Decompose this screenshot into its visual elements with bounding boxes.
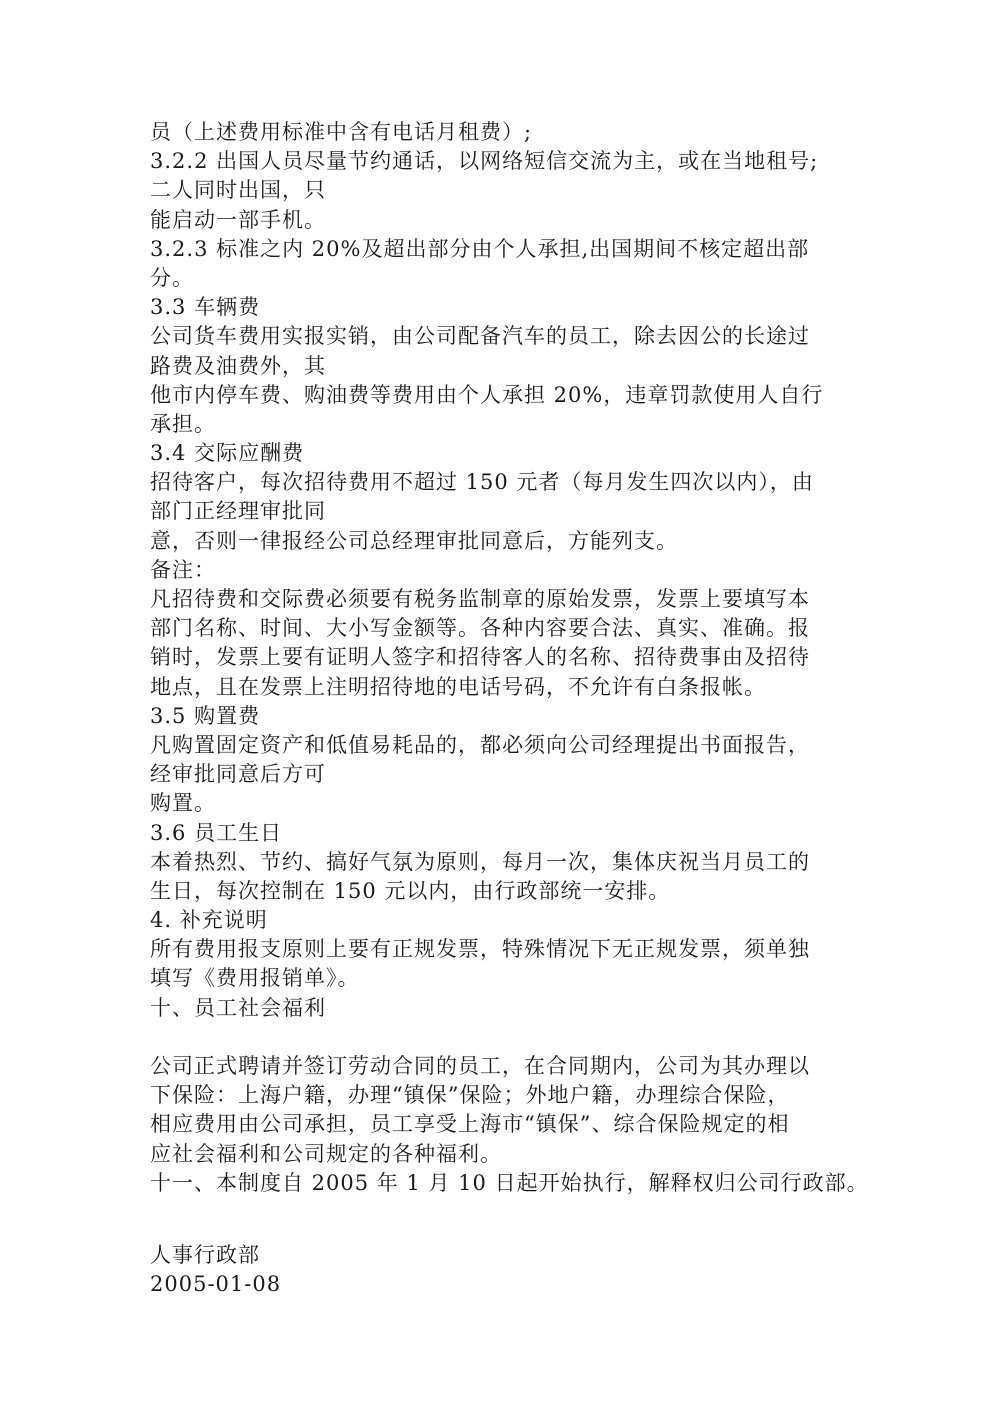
text-line: 3.3 车辆费	[150, 295, 261, 320]
text-line: 十、员工社会福利	[150, 995, 326, 1020]
text-line: 3.4 交际应酬费	[150, 441, 305, 466]
text-line: 相应费用由公司承担，员工享受上海市“镇保”、综合保险规定的相	[150, 1112, 790, 1137]
text-line: 下保险：上海户籍，办理“镇保”保险；外地户籍，办理综合保险，	[150, 1083, 790, 1108]
signature-date: 2005-01-08	[150, 1272, 282, 1297]
text-line: 3.6 员工生日	[150, 820, 283, 845]
text-line: 本着热烈、节约、搞好气氛为原则，每月一次，集体庆祝当月员工的	[150, 849, 810, 874]
blank-line	[150, 1198, 850, 1241]
text-line: 凡购置固定资产和低值易耗品的，都必须向公司经理提出书面报告，	[150, 732, 810, 757]
text-line: 二人同时出国，只	[150, 178, 326, 203]
text-line: 凡招待费和交际费必须要有税务监制章的原始发票，发票上要填写本	[150, 587, 810, 611]
welfare-text-section	[150, 1052, 869, 1198]
text-line: 承担。	[150, 411, 216, 436]
text-line: 经审批同意后方可	[150, 762, 326, 787]
policy-text-section	[150, 118, 850, 1023]
document-body	[150, 118, 869, 1299]
text-line: 3.5 购置费	[150, 703, 261, 728]
text-line: 3.2.3 标准之内 20%及超出部分由个人承担,出国期间不核定超出部	[150, 236, 810, 261]
text-line: 部门名称、时间、大小写金额等。各种内容要合法、真实、准确。报	[150, 616, 810, 641]
text-line: 十一、本制度自 2005 年 1 月 10 日起开始执行，解释权归公司行政部。	[150, 1170, 869, 1195]
text-line: 销时，发票上要有证明人签字和招待客人的名称、招待费事由及招待	[150, 645, 810, 670]
text-line: 招待客户，每次招待费用不超过 150 元者（每月发生四次以内），由	[150, 470, 814, 495]
text-line: 员（上述费用标准中含有电话月租费）;	[150, 120, 533, 144]
text-line: 分。	[150, 265, 194, 290]
text-line: 3.2.2 出国人员尽量节约通话，以网络短信交流为主，或在当地租号;	[150, 149, 819, 174]
text-line: 4. 补充说明	[150, 908, 268, 933]
text-line: 生日，每次控制在 150 元以内，由行政部统一安排。	[150, 878, 671, 903]
text-line: 公司正式聘请并签订劳动合同的员工，在合同期内，公司为其办理以	[150, 1054, 810, 1078]
text-line: 能启动一部手机。	[150, 207, 326, 232]
text-line: 公司货车费用实报实销，由公司配备汽车的员工，除去因公的长途过	[150, 324, 810, 349]
text-line: 所有费用报支原则上要有正规发票，特殊情况下无正规发票，须单独	[150, 937, 810, 962]
signature-department: 人事行政部	[150, 1242, 260, 1267]
text-line: 意，否则一律报经公司总经理审批同意后，方能列支。	[150, 528, 678, 553]
blank-line	[150, 1023, 850, 1052]
text-line: 他市内停车费、购油费等费用由个人承担 20%，违章罚款使用人自行	[150, 382, 824, 407]
text-line: 地点，且在发票上注明招待地的电话号码，不允许有白条报帐。	[150, 674, 766, 699]
text-line: 购置。	[150, 791, 216, 816]
text-line: 填写《费用报销单》。	[150, 966, 360, 991]
text-line: 部门正经理审批同	[150, 499, 326, 524]
text-line: 备注：	[150, 557, 216, 582]
text-line: 应社会福利和公司规定的各种福利。	[150, 1141, 502, 1166]
text-line: 路费及油费外，其	[150, 353, 326, 378]
